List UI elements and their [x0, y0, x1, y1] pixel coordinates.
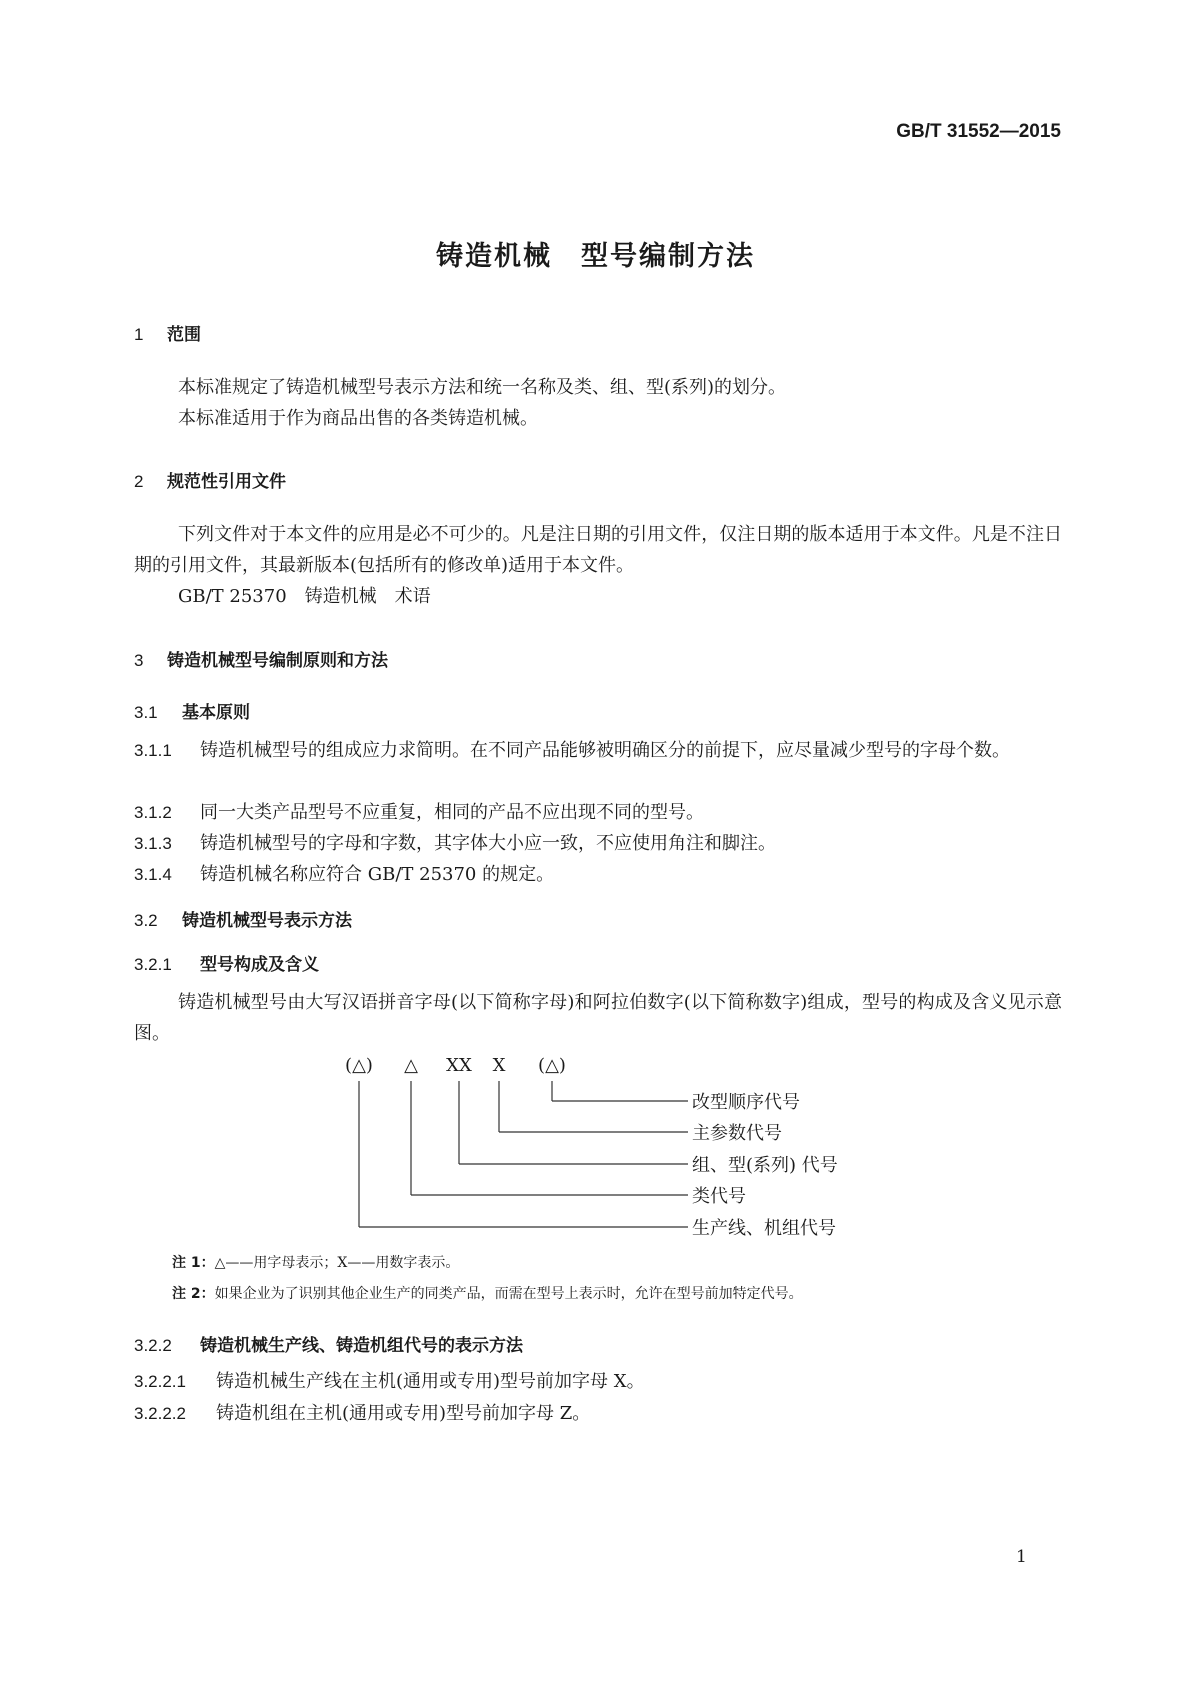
clause-text: 铸造机械生产线在主机(通用或专用)型号前加字母 X。 [216, 1371, 645, 1392]
clause-number: 3.1.2 [134, 803, 172, 822]
clause-number: 3.1.4 [134, 865, 172, 884]
diagram-label: 改型顺序代号 [692, 1092, 800, 1113]
diagram-label: 组、型(系列) 代号 [692, 1155, 838, 1176]
clause-number: 3.2.2.2 [134, 1404, 186, 1423]
clause-number: 3.2.2.1 [134, 1372, 186, 1391]
note-1 [172, 1252, 459, 1272]
clause-text: 同一大类产品型号不应重复，相同的产品不应出现不同的型号。 [200, 802, 704, 823]
section-title: 铸造机械型号编制原则和方法 [167, 651, 388, 671]
diagram-label: 主参数代号 [692, 1123, 782, 1144]
note-text: 如果企业为了识别其他企业生产的同类产品，而需在型号上表示时，允许在型号前加特定代号。 [214, 1286, 803, 1302]
note-text: △——用字母表示；X——用数字表示。 [214, 1255, 460, 1271]
section-number: 3.1 [134, 703, 158, 722]
section-title: 基本原则 [182, 703, 250, 723]
diagram-symbol: X [492, 1055, 506, 1076]
section-title: 铸造机械型号表示方法 [182, 911, 352, 931]
section-number: 2 [134, 472, 144, 491]
diagram-symbol: △ [404, 1055, 418, 1076]
diagram-symbol: (△) [538, 1055, 566, 1076]
section-title: 范围 [167, 325, 201, 345]
clause-3-2-2-1 [134, 1366, 1062, 1397]
section-3-2-1-para: 铸造机械型号由大写汉语拼音字母(以下简称字母)和阿拉伯数字(以下简称数字)组成，型号的构成及含义见示意图。 [134, 992, 1062, 1044]
note-label: 注 2： [172, 1286, 215, 1302]
section-3-2-2-heading [134, 1331, 523, 1356]
section-number: 3.2.2 [134, 1336, 172, 1355]
diagram-symbol: XX [446, 1055, 472, 1076]
clause-3-2-2-2 [134, 1398, 1062, 1429]
section-title: 规范性引用文件 [167, 472, 286, 492]
diagram-label: 类代号 [692, 1186, 746, 1207]
section-2-para: 下列文件对于本文件的应用是必不可少的。凡是注日期的引用文件，仅注日期的版本适用于本文件。凡是不注日期的引用文件，其最新版本(包括所有的修改单)适用于本文件。 [134, 524, 1062, 576]
diagram-label: 生产线、机组代号 [692, 1218, 836, 1239]
section-number: 3.2 [134, 911, 158, 930]
clause-number: 3.1.3 [134, 834, 172, 853]
section-title: 铸造机械生产线、铸造机组代号的表示方法 [200, 1336, 523, 1356]
diagram-symbol: (△) [345, 1055, 373, 1076]
clause-number: 3.1.1 [134, 741, 172, 760]
section-title: 型号构成及含义 [200, 955, 319, 975]
document-title: 铸造机械 型号编制方法 [436, 241, 755, 272]
section-number: 1 [134, 325, 144, 344]
note-label: 注 1： [172, 1255, 215, 1271]
section-1-para-2: 本标准适用于作为商品出售的各类铸造机械。 [178, 408, 538, 429]
clause-text: 铸造机组在主机(通用或专用)型号前加字母 Z。 [216, 1403, 591, 1424]
note-2 [172, 1283, 803, 1303]
page-number: 1 [1016, 1547, 1027, 1567]
section-number: 3 [134, 651, 144, 670]
section-2-reference: GB/T 25370 铸造机械 术语 [178, 586, 431, 607]
clause-text: 铸造机械型号的组成应力求简明。在不同产品能够被明确区分的前提下，应尽量减少型号的字母个数。 [200, 740, 1010, 761]
clause-text: 铸造机械型号的字母和字数，其字体大小应一致，不应使用角注和脚注。 [200, 833, 776, 854]
section-number: 3.2.1 [134, 955, 172, 974]
section-1-para-1: 本标准规定了铸造机械型号表示方法和统一名称及类、组、型(系列)的划分。 [178, 377, 787, 398]
clause-text: 铸造机械名称应符合 GB/T 25370 的规定。 [200, 864, 555, 885]
standard-code: GB/T 31552—2015 [896, 121, 1061, 142]
